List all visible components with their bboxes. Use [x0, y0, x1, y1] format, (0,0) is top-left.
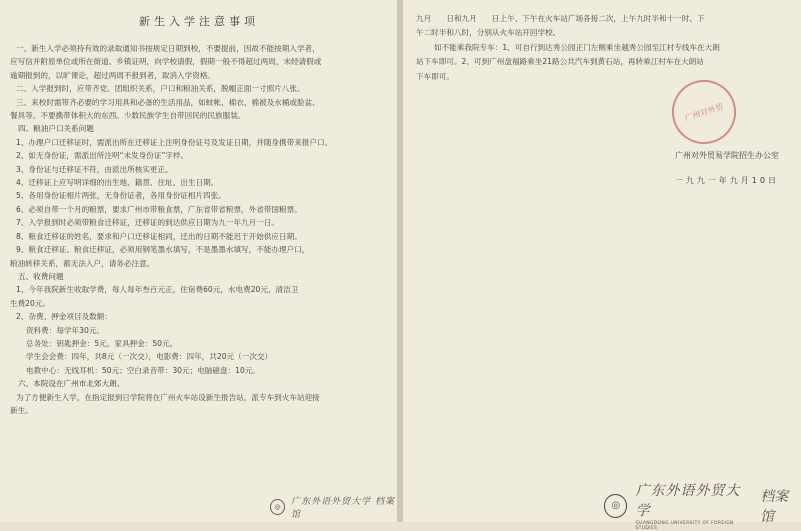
text-line: 新生。 — [10, 405, 33, 415]
text-line: 3、身份证与迁移证不符，由派出所核实更正。 — [16, 164, 173, 174]
left-body-text — [10, 42, 392, 417]
right-document-page — [402, 0, 801, 531]
text-line: 5、各用身份证相片两张，无身份证者，各用身份证相片四张。 — [16, 191, 226, 201]
text-line: 下车即可。 — [416, 71, 454, 81]
seal-text: 广州对外贸 — [683, 101, 725, 123]
archive-watermark — [270, 494, 398, 520]
document-title: 新生入学注意事项 — [139, 15, 259, 28]
text-line: 总务处：钥匙押金：5元，家具押金：50元。 — [26, 338, 178, 348]
text-line: 餐具等。不要携带体积大的东西。少数民族学生自带回民的民族服装。 — [10, 111, 246, 121]
right-body-text — [416, 12, 788, 84]
left-document-page — [0, 0, 398, 522]
text-line: 午二时半和八时，分别从火车站开回学校。 — [416, 28, 561, 38]
university-emblem-icon: ◎ — [604, 494, 627, 518]
archive-university-english: GUANGDONG UNIVERSITY OF FOREIGN STUDIES — [635, 521, 734, 531]
archive-watermark — [604, 480, 801, 531]
archive-label: 广东外语外贸大学 档案馆 — [291, 497, 396, 520]
section-heading: 五、收费问题 — [18, 271, 64, 281]
signature-date: 一九九一年九月10日 — [674, 176, 779, 185]
university-emblem-icon: ◎ — [270, 499, 285, 515]
text-line: 站下车即可。2、可到广州盘福路乘坐21路公共汽车到黄石站，再转乘江村车在大朗站 — [416, 57, 704, 67]
text-line: 9、粮食迁移证、粮食迁移证，必须用钢笔墨水填写，不是墨墨水填写，不能办理户口， — [16, 245, 310, 255]
text-line: 三、来校时需带齐必要的学习用具和必备的生活用品，如蚊帐、棉衣、棉被及水桶或脸盆、 — [16, 97, 320, 107]
text-line: 2、如无身份证，需派出所注明“未发身份证”字样。 — [16, 151, 189, 161]
text-line: 6、必须自带一个月的粮票，要求广州市带粮食票，广东省带省粮票，外省带国粮票。 — [16, 204, 302, 214]
text-line: 二、入学报到时，应带齐党、团组织关系，户口和粮油关系，脱帽正面一寸照片八张。 — [16, 84, 305, 94]
section-heading: 六、本院设在广州市北郊大朗。 — [18, 379, 125, 389]
signature-office: 广州对外贸易学院招生办公室 — [675, 151, 779, 160]
text-line: 资料费：每学年30元。 — [26, 325, 105, 335]
text-line: 九月 日和九月 日上午、下午在火车站广场各接二次，上午九时半和十一时、下 — [416, 14, 705, 23]
text-line: 粮油转移关系，都无法入户，请务必注意。 — [10, 258, 155, 268]
text-line: 1、办理户口迁移证时，需派出所在迁移证上注明身份证号及发证日期，并随身携带来报户口。 — [16, 137, 333, 147]
text-line: 应写信并附原单位或所在街道、乡镇证明，向学校请假，假期一般不得超过两周，未经请假或 — [10, 57, 322, 67]
text-line: 逾期报到的，以旷课论，超过两周不报到者，取消入学资格。 — [10, 70, 216, 80]
text-line: 一、新生入学必须持有效的录取通知书按规定日期到校，不要提前，因故不能按期入学者， — [16, 44, 320, 53]
text-line: 学生会会费：四年，共8元（一次交），电影费：四年，共20元（一次交） — [26, 352, 273, 362]
text-line: 如不能乘我院专车：1、可自行到达秀公园正门左侧乘坐越秀公园至江村专线车在大朗 — [434, 42, 720, 52]
text-line: 4、迁移证上应写明详细的出生地、籍贯、住址、出生日期。 — [16, 178, 219, 188]
section-heading: 四、粮油户口关系问题 — [18, 124, 94, 134]
text-line: 生费20元。 — [10, 298, 51, 308]
archive-university-name: 广东外语外贸大学 — [635, 483, 741, 519]
text-line: 2、杂费、押金项目及数额： — [16, 312, 112, 322]
text-line: 8、粮食迁移证的姓名，要求和户口迁移证相同，迁出的日期不能迟于开始供应日期。 — [16, 231, 302, 241]
text-line: 电教中心：无线耳机：50元；空白录音带：30元；电脑磁盘：10元。 — [26, 365, 261, 375]
archive-label: 档案馆 — [760, 488, 789, 525]
text-line: 7、入学报到时必须带粮食迁移证，迁移证的到达供应日期为九一年九月一日。 — [16, 218, 280, 228]
text-line: 为了方便新生入学，在指定报到日学院将在广州火车站设新生报告站，派专车到火车站迎接 — [16, 392, 320, 402]
text-line: 1、今年我院新生收取学费，每人每年叁百元正，住宿费60元，水电费20元，清洁卫 — [16, 285, 299, 295]
archive-name-block — [635, 480, 754, 531]
